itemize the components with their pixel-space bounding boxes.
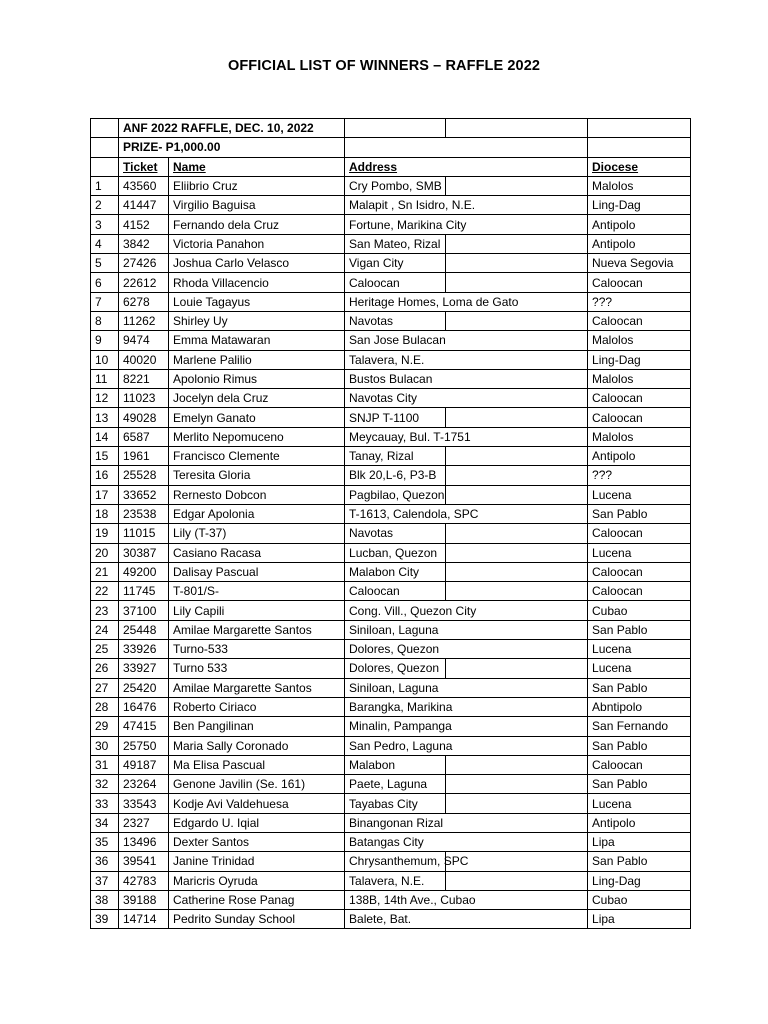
ticket-number: 33652 xyxy=(119,485,169,504)
winner-diocese: Malolos xyxy=(588,331,691,350)
winner-name: Teresita Gloria xyxy=(169,466,345,485)
ticket-number: 39541 xyxy=(119,852,169,871)
winner-address: Siniloan, Laguna xyxy=(345,678,446,697)
winner-address: Talavera, N.E. xyxy=(345,871,446,890)
table-row xyxy=(91,755,691,774)
ticket-number: 39188 xyxy=(119,890,169,909)
row-number: 4 xyxy=(91,234,119,253)
winner-address: Paete, Laguna xyxy=(345,775,446,794)
winner-address: San Mateo, Rizal xyxy=(345,234,446,253)
winner-diocese: Caloocan xyxy=(588,389,691,408)
name-header: Name xyxy=(169,157,345,176)
winner-name: Rhoda Villacencio xyxy=(169,273,345,292)
row-number: 18 xyxy=(91,504,119,523)
table-row xyxy=(91,543,691,562)
winner-diocese: Antipolo xyxy=(588,447,691,466)
ticket-number: 37100 xyxy=(119,601,169,620)
winner-address: Dolores, Quezon xyxy=(345,640,446,659)
winner-diocese: Lucena xyxy=(588,543,691,562)
winner-address: Batangas City xyxy=(345,832,446,851)
row-number: 1 xyxy=(91,176,119,195)
winner-diocese: Lucena xyxy=(588,794,691,813)
table-row xyxy=(91,871,691,890)
winner-address: Binangonan Rizal xyxy=(345,813,446,832)
table-row xyxy=(91,504,691,523)
winner-name: Victoria Panahon xyxy=(169,234,345,253)
row-number: 36 xyxy=(91,852,119,871)
row-number: 22 xyxy=(91,582,119,601)
row-number: 11 xyxy=(91,369,119,388)
table-row xyxy=(91,640,691,659)
winner-diocese: Caloocan xyxy=(588,408,691,427)
winner-diocese: Caloocan xyxy=(588,562,691,581)
winner-diocese: Lipa xyxy=(588,910,691,929)
table-row xyxy=(91,466,691,485)
winner-diocese: Malolos xyxy=(588,176,691,195)
row-number: 39 xyxy=(91,910,119,929)
winner-name: Virgilio Baguisa xyxy=(169,196,345,215)
ticket-number: 49028 xyxy=(119,408,169,427)
row-number: 13 xyxy=(91,408,119,427)
ticket-number: 22612 xyxy=(119,273,169,292)
ticket-number: 25750 xyxy=(119,736,169,755)
winner-address: Siniloan, Laguna xyxy=(345,620,446,639)
winner-diocese: ??? xyxy=(588,292,691,311)
ticket-number: 43560 xyxy=(119,176,169,195)
table-row xyxy=(91,736,691,755)
table-row xyxy=(91,273,691,292)
table-row xyxy=(91,794,691,813)
ticket-number: 40020 xyxy=(119,350,169,369)
event-row xyxy=(91,119,691,138)
winner-address: Navotas City xyxy=(345,389,446,408)
ticket-number: 33927 xyxy=(119,659,169,678)
ticket-number: 2327 xyxy=(119,813,169,832)
table-row xyxy=(91,775,691,794)
row-number: 21 xyxy=(91,562,119,581)
ticket-number: 11262 xyxy=(119,311,169,330)
winner-address: Barangka, Marikina xyxy=(345,697,446,716)
winner-name: Lily (T-37) xyxy=(169,524,345,543)
ticket-number: 8221 xyxy=(119,369,169,388)
row-number: 27 xyxy=(91,678,119,697)
ticket-number: 13496 xyxy=(119,832,169,851)
winner-address: SNJP T-1100 xyxy=(345,408,446,427)
winner-diocese: San Pablo xyxy=(588,504,691,523)
table-row xyxy=(91,524,691,543)
ticket-number: 11023 xyxy=(119,389,169,408)
table-row xyxy=(91,176,691,195)
table-row xyxy=(91,678,691,697)
row-number: 33 xyxy=(91,794,119,813)
table-row xyxy=(91,331,691,350)
winner-name: Catherine Rose Panag xyxy=(169,890,345,909)
ticket-number: 16476 xyxy=(119,697,169,716)
row-number: 9 xyxy=(91,331,119,350)
event-title: ANF 2022 RAFFLE, DEC. 10, 2022 xyxy=(119,119,345,138)
table-row xyxy=(91,408,691,427)
row-number: 5 xyxy=(91,254,119,273)
table-row xyxy=(91,311,691,330)
row-number: 28 xyxy=(91,697,119,716)
table-row xyxy=(91,852,691,871)
winner-name: Apolonio Rimus xyxy=(169,369,345,388)
winner-name: Maricris Oyruda xyxy=(169,871,345,890)
row-number: 24 xyxy=(91,620,119,639)
winner-name: Marlene Palilio xyxy=(169,350,345,369)
ticket-number: 14714 xyxy=(119,910,169,929)
winner-address: San Pedro, Laguna xyxy=(345,736,446,755)
winner-diocese: Ling-Dag xyxy=(588,871,691,890)
ticket-number: 27426 xyxy=(119,254,169,273)
winner-address: Talavera, N.E. xyxy=(345,350,446,369)
winner-address: Minalin, Pampanga xyxy=(345,717,446,736)
winner-name: Louie Tagayus xyxy=(169,292,345,311)
winner-address: Lucban, Quezon xyxy=(345,543,446,562)
winner-name: Francisco Clemente xyxy=(169,447,345,466)
winner-diocese: Caloocan xyxy=(588,524,691,543)
winner-address: Caloocan xyxy=(345,273,446,292)
table-row xyxy=(91,697,691,716)
winner-name: Turno-533 xyxy=(169,640,345,659)
ticket-number: 42783 xyxy=(119,871,169,890)
table-row xyxy=(91,254,691,273)
winner-address: Cry Pombo, SMB xyxy=(345,176,446,195)
winner-diocese: San Pablo xyxy=(588,678,691,697)
ticket-number: 23538 xyxy=(119,504,169,523)
winner-address: Caloocan xyxy=(345,582,446,601)
winner-name: Shirley Uy xyxy=(169,311,345,330)
winner-name: Emma Matawaran xyxy=(169,331,345,350)
winner-diocese: ??? xyxy=(588,466,691,485)
table-row xyxy=(91,813,691,832)
winner-address: Pagbilao, Quezon xyxy=(345,485,446,504)
ticket-number: 33926 xyxy=(119,640,169,659)
table-row xyxy=(91,601,691,620)
winner-name: Casiano Racasa xyxy=(169,543,345,562)
winner-address: Balete, Bat. xyxy=(345,910,446,929)
row-number: 26 xyxy=(91,659,119,678)
winner-address: Heritage Homes, Loma de Gato xyxy=(345,292,446,311)
winner-name: Turno 533 xyxy=(169,659,345,678)
winner-address: Dolores, Quezon xyxy=(345,659,446,678)
winner-diocese: Malolos xyxy=(588,369,691,388)
winner-diocese: Caloocan xyxy=(588,273,691,292)
winner-name: Rernesto Dobcon xyxy=(169,485,345,504)
ticket-number: 41447 xyxy=(119,196,169,215)
row-number: 30 xyxy=(91,736,119,755)
winner-name: Maria Sally Coronado xyxy=(169,736,345,755)
winner-name: Fernando dela Cruz xyxy=(169,215,345,234)
winner-name: Edgardo U. Iqial xyxy=(169,813,345,832)
ticket-number: 33543 xyxy=(119,794,169,813)
winner-name: Lily Capili xyxy=(169,601,345,620)
row-number: 8 xyxy=(91,311,119,330)
row-number: 20 xyxy=(91,543,119,562)
winner-name: Pedrito Sunday School xyxy=(169,910,345,929)
row-number: 6 xyxy=(91,273,119,292)
winner-name: T-801/S- xyxy=(169,582,345,601)
winner-name: Genone Javilin (Se. 161) xyxy=(169,775,345,794)
winner-name: Roberto Ciriaco xyxy=(169,697,345,716)
winner-diocese: San Pablo xyxy=(588,775,691,794)
winner-address: San Jose Bulacan xyxy=(345,331,446,350)
winner-address: T-1613, Calendola, SPC xyxy=(345,504,446,523)
table-row xyxy=(91,389,691,408)
winner-address: Malapit , Sn Isidro, N.E. xyxy=(345,196,446,215)
row-number: 16 xyxy=(91,466,119,485)
winner-diocese: Antipolo xyxy=(588,215,691,234)
winner-name: Joshua Carlo Velasco xyxy=(169,254,345,273)
winner-address: Fortune, Marikina City xyxy=(345,215,446,234)
ticket-number: 25528 xyxy=(119,466,169,485)
table-row xyxy=(91,485,691,504)
table-row xyxy=(91,910,691,929)
winner-diocese: San Pablo xyxy=(588,736,691,755)
winner-diocese: Abntipolo xyxy=(588,697,691,716)
winner-diocese: Malolos xyxy=(588,427,691,446)
winner-diocese: San Pablo xyxy=(588,620,691,639)
ticket-number: 3842 xyxy=(119,234,169,253)
ticket-header: Ticket xyxy=(119,157,169,176)
diocese-header: Diocese xyxy=(588,157,691,176)
table-row xyxy=(91,832,691,851)
winner-diocese: Antipolo xyxy=(588,813,691,832)
table-row xyxy=(91,369,691,388)
row-number: 32 xyxy=(91,775,119,794)
winner-address: Tanay, Rizal xyxy=(345,447,446,466)
row-number: 29 xyxy=(91,717,119,736)
ticket-number: 4152 xyxy=(119,215,169,234)
table-row xyxy=(91,620,691,639)
winner-diocese: Lipa xyxy=(588,832,691,851)
table-row xyxy=(91,215,691,234)
winner-name: Emelyn Ganato xyxy=(169,408,345,427)
winner-name: Ben Pangilinan xyxy=(169,717,345,736)
ticket-number: 47415 xyxy=(119,717,169,736)
winner-address: Tayabas City xyxy=(345,794,446,813)
ticket-number: 6278 xyxy=(119,292,169,311)
winner-diocese: Antipolo xyxy=(588,234,691,253)
ticket-number: 49200 xyxy=(119,562,169,581)
table-row xyxy=(91,717,691,736)
row-number: 37 xyxy=(91,871,119,890)
table-row xyxy=(91,562,691,581)
winner-diocese: Ling-Dag xyxy=(588,350,691,369)
table-row xyxy=(91,292,691,311)
table-row xyxy=(91,196,691,215)
winner-address: Meycauay, Bul. T-1751 xyxy=(345,427,446,446)
winner-diocese: Caloocan xyxy=(588,582,691,601)
ticket-number: 23264 xyxy=(119,775,169,794)
winner-diocese: Lucena xyxy=(588,640,691,659)
winner-diocese: Nueva Segovia xyxy=(588,254,691,273)
winner-name: Dexter Santos xyxy=(169,832,345,851)
row-number: 10 xyxy=(91,350,119,369)
winner-address: Blk 20,L-6, P3-B xyxy=(345,466,446,485)
prize-label: PRIZE- P1,000.00 xyxy=(119,138,345,157)
winner-diocese: Caloocan xyxy=(588,755,691,774)
row-number: 25 xyxy=(91,640,119,659)
row-number: 31 xyxy=(91,755,119,774)
winner-address: Malabon City xyxy=(345,562,446,581)
table-row xyxy=(91,234,691,253)
ticket-number: 49187 xyxy=(119,755,169,774)
row-number: 35 xyxy=(91,832,119,851)
winner-name: Merlito Nepomuceno xyxy=(169,427,345,446)
row-number: 7 xyxy=(91,292,119,311)
table-row xyxy=(91,582,691,601)
winner-name: Amilae Margarette Santos xyxy=(169,678,345,697)
prize-row xyxy=(91,138,691,157)
ticket-number: 30387 xyxy=(119,543,169,562)
ticket-number: 11015 xyxy=(119,524,169,543)
winners-table-body xyxy=(91,119,691,929)
winner-name: Amilae Margarette Santos xyxy=(169,620,345,639)
table-row xyxy=(91,350,691,369)
winner-diocese: Ling-Dag xyxy=(588,196,691,215)
row-number: 2 xyxy=(91,196,119,215)
row-number: 12 xyxy=(91,389,119,408)
row-number: 34 xyxy=(91,813,119,832)
winner-address: Navotas xyxy=(345,524,446,543)
winner-name: Kodje Avi Valdehuesa xyxy=(169,794,345,813)
winner-name: Jocelyn dela Cruz xyxy=(169,389,345,408)
winner-diocese: San Pablo xyxy=(588,852,691,871)
winner-address: 138B, 14th Ave., Cubao xyxy=(345,890,446,909)
row-number: 3 xyxy=(91,215,119,234)
winner-diocese: San Fernando xyxy=(588,717,691,736)
winner-diocese: Lucena xyxy=(588,485,691,504)
row-number: 23 xyxy=(91,601,119,620)
address-header: Address xyxy=(345,157,446,176)
row-number: 38 xyxy=(91,890,119,909)
winner-address: Chrysanthemum, SPC xyxy=(345,852,446,871)
winner-name: Eliibrio Cruz xyxy=(169,176,345,195)
ticket-number: 25420 xyxy=(119,678,169,697)
winners-table xyxy=(90,118,691,929)
winner-address: Cong. Vill., Quezon City xyxy=(345,601,446,620)
row-number: 19 xyxy=(91,524,119,543)
ticket-number: 9474 xyxy=(119,331,169,350)
table-row xyxy=(91,427,691,446)
winner-address: Vigan City xyxy=(345,254,446,273)
ticket-number: 11745 xyxy=(119,582,169,601)
row-number: 17 xyxy=(91,485,119,504)
winner-name: Ma Elisa Pascual xyxy=(169,755,345,774)
winner-address: Navotas xyxy=(345,311,446,330)
winner-address: Malabon xyxy=(345,755,446,774)
winner-diocese: Lucena xyxy=(588,659,691,678)
winner-name: Edgar Apolonia xyxy=(169,504,345,523)
header-row xyxy=(91,157,691,176)
ticket-number: 6587 xyxy=(119,427,169,446)
winner-name: Janine Trinidad xyxy=(169,852,345,871)
row-number: 14 xyxy=(91,427,119,446)
winner-diocese: Cubao xyxy=(588,601,691,620)
winner-address: Bustos Bulacan xyxy=(345,369,446,388)
winner-diocese: Caloocan xyxy=(588,311,691,330)
table-row xyxy=(91,659,691,678)
ticket-number: 25448 xyxy=(119,620,169,639)
ticket-number: 1961 xyxy=(119,447,169,466)
page-title: OFFICIAL LIST OF WINNERS – RAFFLE 2022 xyxy=(227,58,541,74)
winner-diocese: Cubao xyxy=(588,890,691,909)
row-number: 15 xyxy=(91,447,119,466)
winner-name: Dalisay Pascual xyxy=(169,562,345,581)
table-row xyxy=(91,890,691,909)
table-row xyxy=(91,447,691,466)
